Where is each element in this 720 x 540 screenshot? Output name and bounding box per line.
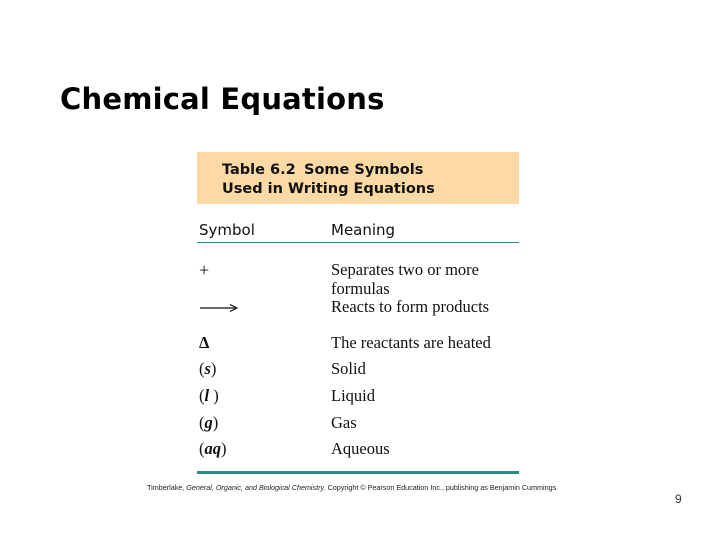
table-title-line1: Some Symbols xyxy=(304,162,424,178)
table-caption xyxy=(197,152,519,204)
copyright-credit: Timberlake, General, Organic, and Biological Chemistry. Copyright © Pearson Education Inc., publishing as Benjamin Cummings xyxy=(147,483,557,492)
page-number: 9 xyxy=(675,492,682,506)
plus-symbol: + xyxy=(199,260,210,280)
table-bottom-rule xyxy=(197,471,519,474)
table-number: Table 6.2 xyxy=(222,162,296,178)
state-symbol: (l ) xyxy=(199,386,219,405)
row-meaning: Solid xyxy=(331,359,366,378)
column-header-meaning: Meaning xyxy=(331,221,396,239)
delta-symbol: Δ xyxy=(199,333,210,352)
right-arrow-icon xyxy=(199,302,239,314)
state-symbol: (g) xyxy=(199,413,219,432)
state-symbol: (aq) xyxy=(199,439,227,458)
state-symbol: (s) xyxy=(199,359,217,378)
column-header-symbol: Symbol xyxy=(199,221,255,239)
row-meaning: Separates two or more formulas xyxy=(331,260,479,298)
table-title-line2: Used in Writing Equations xyxy=(222,181,435,197)
symbols-table xyxy=(197,152,519,458)
page-title: Chemical Equations xyxy=(60,82,385,116)
row-meaning: The reactants are heated xyxy=(331,333,491,352)
row-meaning: Liquid xyxy=(331,386,375,405)
table-column-headers xyxy=(197,204,519,243)
row-meaning: Reacts to form products xyxy=(331,297,490,316)
row-meaning: Aqueous xyxy=(331,439,390,458)
row-meaning: Gas xyxy=(331,413,357,432)
table-body xyxy=(197,243,519,458)
